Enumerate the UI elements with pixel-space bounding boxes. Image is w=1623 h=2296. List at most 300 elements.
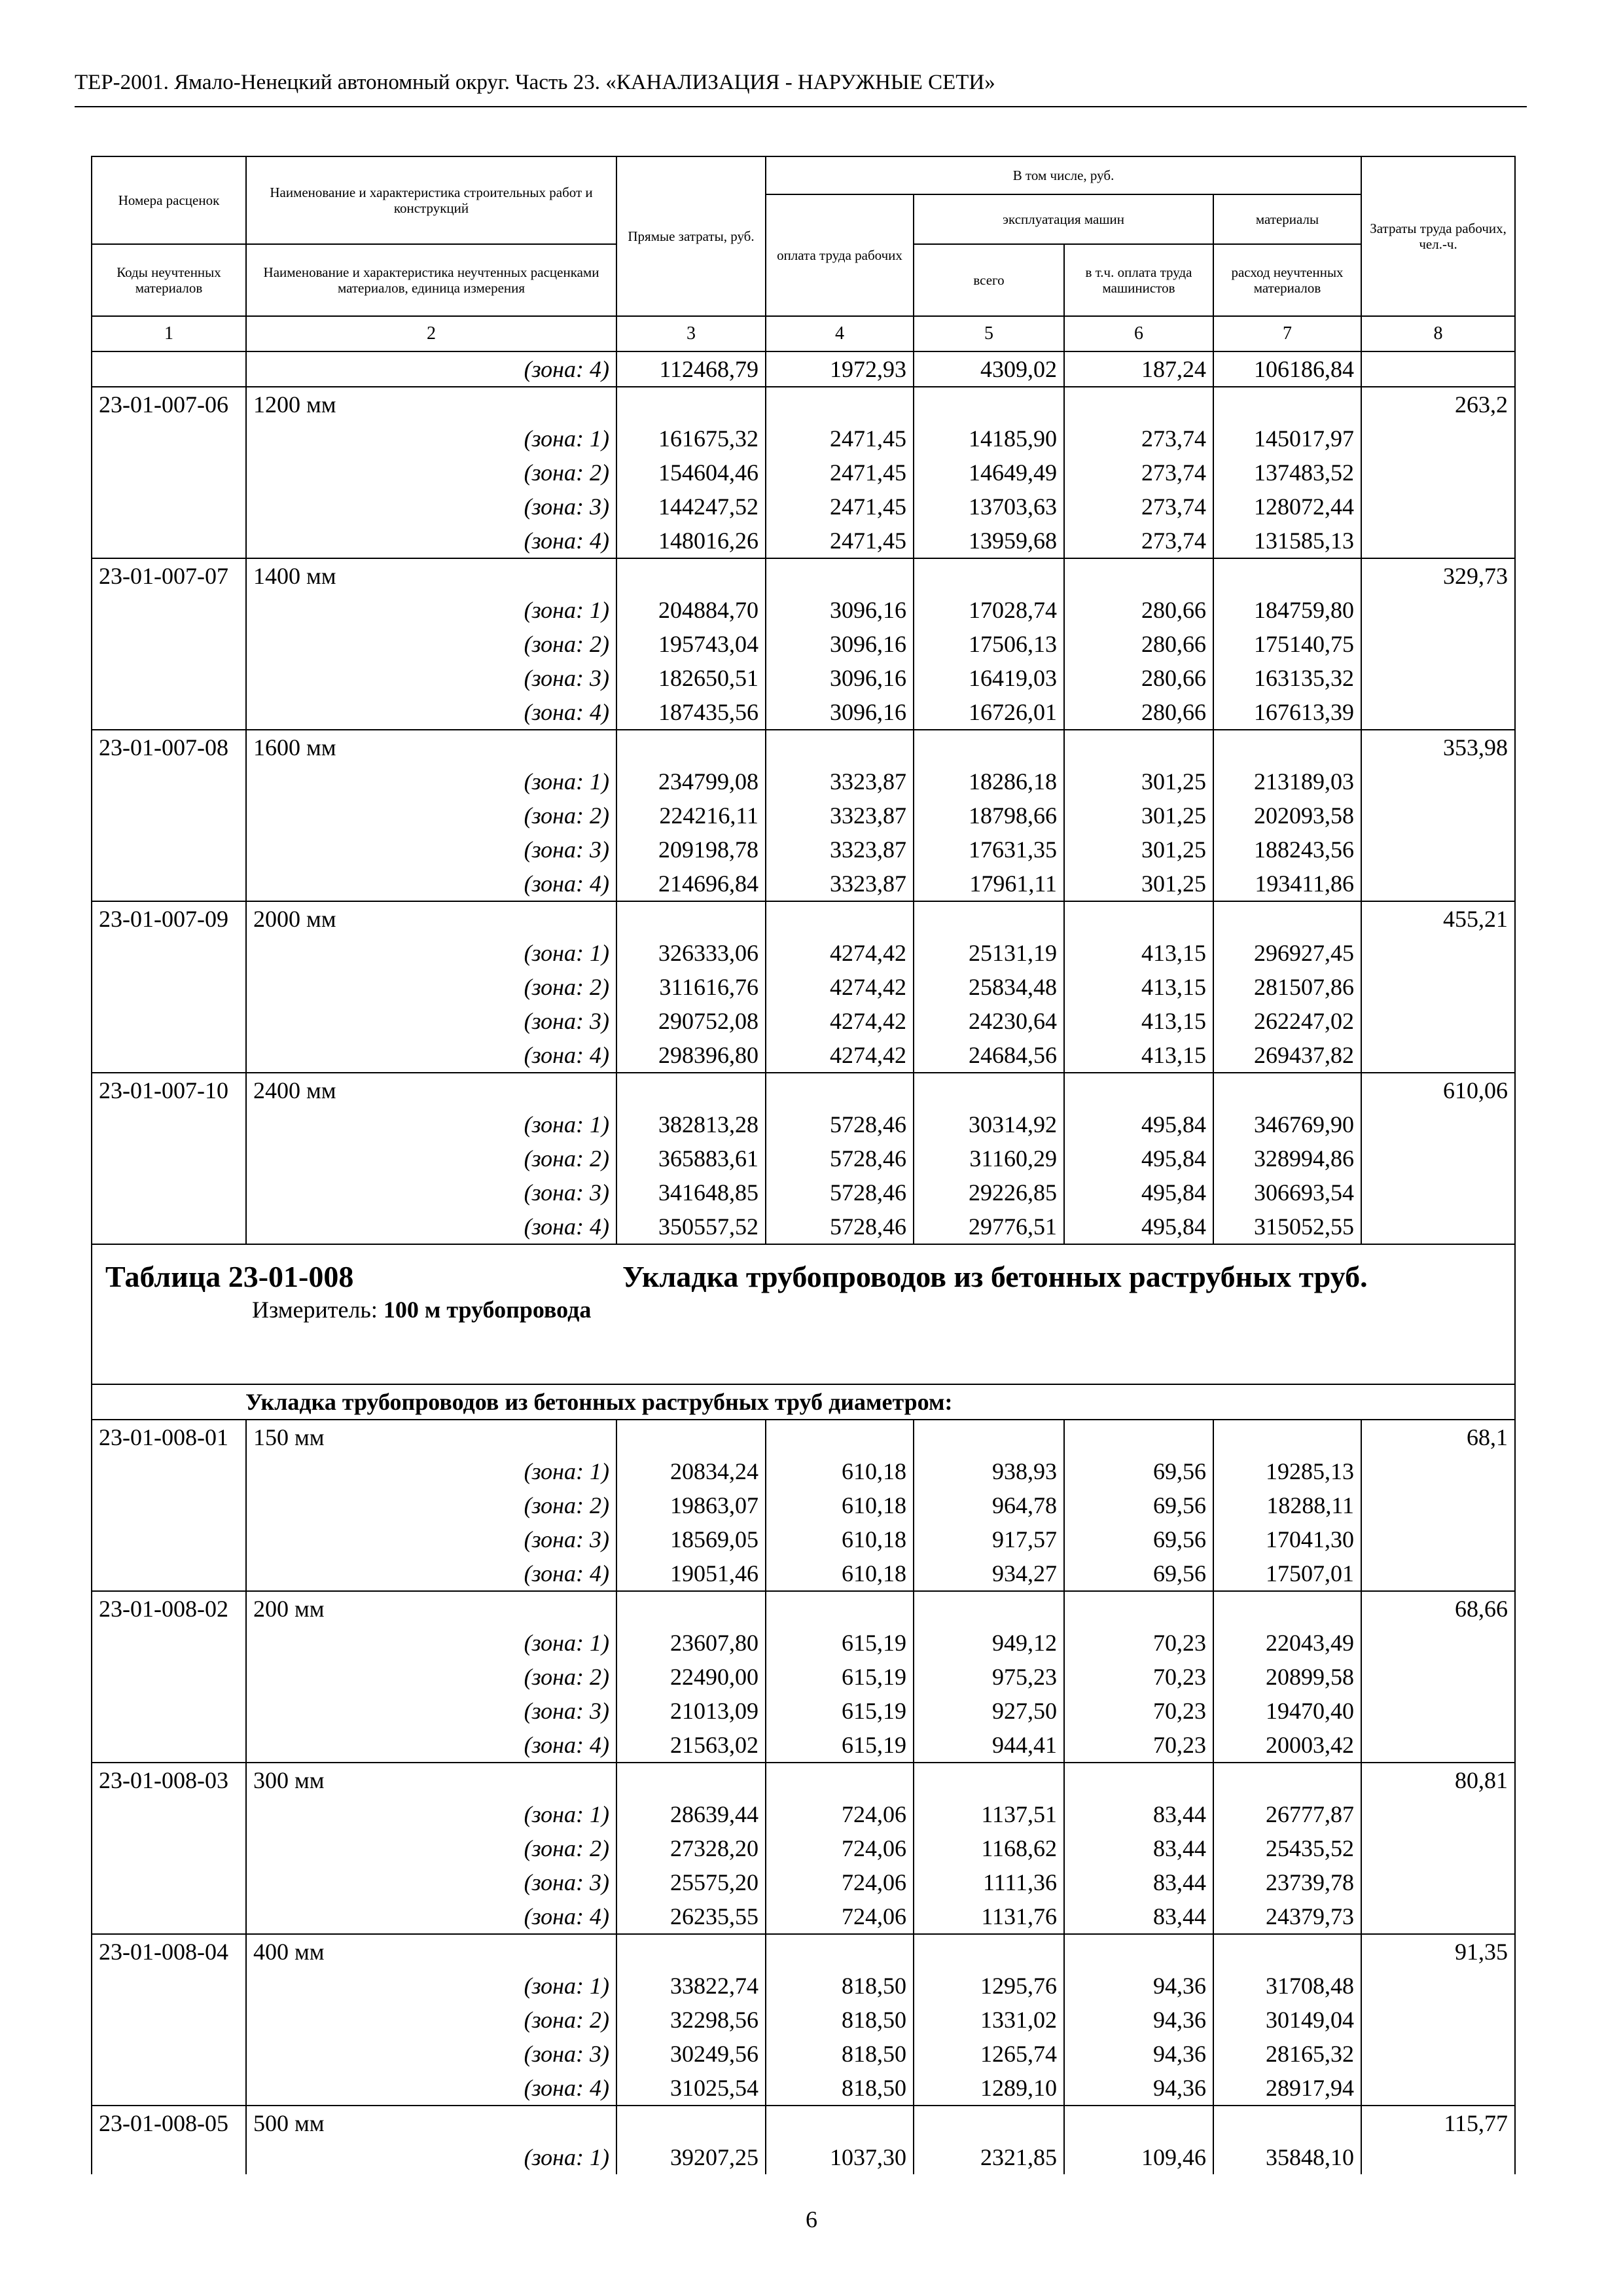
machinist-pay: 83,44 [1064,1865,1213,1899]
rate-code-cell [92,970,246,1004]
labor-pay: 3323,87 [766,833,914,867]
rate-code: 23-01-007-09 [92,901,246,936]
zone-row [92,490,1515,524]
materials-cost: 188243,56 [1213,833,1361,867]
empty-cell [1213,1073,1361,1107]
labor-pay: 3323,87 [766,798,914,833]
zone-label: (зона: 2) [246,1831,616,1865]
direct-cost: 311616,76 [616,970,766,1004]
materials-cost: 31708,48 [1213,1969,1361,2003]
machines-total: 24230,64 [914,1004,1064,1038]
machines-total: 1168,62 [914,1831,1064,1865]
direct-cost: 290752,08 [616,1004,766,1038]
zone-label: (зона: 4) [246,695,616,730]
machinist-pay: 280,66 [1064,627,1213,661]
empty-cell [616,1591,766,1626]
rate-name: 300 мм [246,1763,616,1797]
rate-row [92,1591,1515,1626]
empty-cell [914,387,1064,422]
zone-row [92,1660,1515,1694]
machines-total: 934,27 [914,1556,1064,1591]
zone-label: (зона: 3) [246,1694,616,1728]
rate-code-cell [92,661,246,695]
machinist-pay: 83,44 [1064,1831,1213,1865]
rate-code-cell [92,524,246,558]
direct-cost: 234799,08 [616,764,766,798]
machinist-pay: 94,36 [1064,2003,1213,2037]
zone-row [92,1141,1515,1175]
direct-cost: 148016,26 [616,524,766,558]
rate-name: 150 мм [246,1420,616,1454]
direct-cost: 154604,46 [616,456,766,490]
empty-cell [766,1763,914,1797]
machines-total: 4309,02 [914,351,1064,387]
zone-label: (зона: 4) [246,867,616,901]
materials-cost: 128072,44 [1213,490,1361,524]
labor-pay: 4274,42 [766,1004,914,1038]
labor-pay: 3323,87 [766,764,914,798]
empty-cell [914,1934,1064,1969]
direct-cost: 195743,04 [616,627,766,661]
labor-cost-cell [1361,1797,1515,1831]
rate-code-cell [92,1660,246,1694]
zone-row [92,1797,1515,1831]
rate-code-cell [92,1831,246,1865]
machines-total: 17506,13 [914,627,1064,661]
machines-total: 13703,63 [914,490,1064,524]
rate-code-cell [92,456,246,490]
labor-cost: 263,2 [1361,387,1515,422]
zone-row [92,524,1515,558]
labor-pay: 2471,45 [766,422,914,456]
labor-cost-cell [1361,1969,1515,2003]
col-materials: материалы [1213,194,1361,244]
labor-cost-cell [1361,1660,1515,1694]
direct-cost: 28639,44 [616,1797,766,1831]
machines-total: 938,93 [914,1454,1064,1488]
machines-total: 30314,92 [914,1107,1064,1141]
zone-label: (зона: 3) [246,1865,616,1899]
machines-total: 975,23 [914,1660,1064,1694]
empty-cell [1213,558,1361,593]
rate-row [92,387,1515,422]
materials-cost: 315052,55 [1213,1210,1361,1244]
machines-total: 1289,10 [914,2071,1064,2106]
zone-row [92,1522,1515,1556]
labor-cost-cell [1361,1488,1515,1522]
zone-label: (зона: 4) [246,1210,616,1244]
rate-code-cell [92,798,246,833]
machines-total: 25834,48 [914,970,1064,1004]
zone-row [92,833,1515,867]
zone-row [92,2071,1515,2106]
zone-label: (зона: 1) [246,1969,616,2003]
machines-total: 964,78 [914,1488,1064,1522]
rate-code-cell [92,2140,246,2174]
labor-cost-cell [1361,1141,1515,1175]
column-number: 3 [616,316,766,351]
machines-total: 1295,76 [914,1969,1064,2003]
rate-code-cell [92,1899,246,1934]
machinist-pay: 301,25 [1064,833,1213,867]
empty-cell [766,730,914,764]
zone-label: (зона: 3) [246,833,616,867]
labor-cost-cell [1361,627,1515,661]
labor-pay: 724,06 [766,1797,914,1831]
materials-cost: 20899,58 [1213,1660,1361,1694]
zone-row [92,695,1515,730]
empty-cell [1064,1420,1213,1454]
labor-cost-cell [1361,970,1515,1004]
empty-cell [1064,901,1213,936]
materials-cost: 262247,02 [1213,1004,1361,1038]
direct-cost: 204884,70 [616,593,766,627]
column-number: 1 [92,316,246,351]
labor-pay: 5728,46 [766,1210,914,1244]
zone-label: (зона: 4) [246,1556,616,1591]
labor-cost-cell [1361,1107,1515,1141]
empty-cell [1064,2106,1213,2140]
zone-row [92,970,1515,1004]
empty-cell [1213,1591,1361,1626]
rate-code-cell [92,1626,246,1660]
rate-code: 23-01-008-03 [92,1763,246,1797]
materials-cost: 137483,52 [1213,456,1361,490]
labor-cost-cell [1361,2003,1515,2037]
direct-cost: 19863,07 [616,1488,766,1522]
col-rates-no: Номера расценок [92,156,246,244]
empty-cell [616,901,766,936]
empty-cell [766,558,914,593]
labor-cost-cell [1361,456,1515,490]
header-rule [75,106,1527,107]
rate-code-cell [92,695,246,730]
direct-cost: 25575,20 [616,1865,766,1899]
direct-cost: 20834,24 [616,1454,766,1488]
machines-total: 1111,36 [914,1865,1064,1899]
machinist-pay: 413,15 [1064,1038,1213,1073]
empty-cell [1213,901,1361,936]
rate-row [92,1420,1515,1454]
labor-cost-cell [1361,661,1515,695]
zone-row [92,1865,1515,1899]
materials-cost: 106186,84 [1213,351,1361,387]
zone-label: (зона: 2) [246,1488,616,1522]
rate-name: 1600 мм [246,730,616,764]
zone-row [92,1831,1515,1865]
direct-cost: 32298,56 [616,2003,766,2037]
zone-row [92,764,1515,798]
zone-label: (зона: 4) [246,1038,616,1073]
rate-name: 400 мм [246,1934,616,1969]
labor-cost: 68,66 [1361,1591,1515,1626]
col-machines: эксплуатация машин [914,194,1213,244]
machines-total: 29226,85 [914,1175,1064,1210]
rate-code-cell [92,2071,246,2106]
labor-cost: 68,1 [1361,1420,1515,1454]
direct-cost: 326333,06 [616,936,766,970]
direct-cost: 144247,52 [616,490,766,524]
zone-row [92,627,1515,661]
zone-label: (зона: 4) [246,1728,616,1763]
labor-pay: 724,06 [766,1831,914,1865]
zone-row [92,2037,1515,2071]
materials-cost: 26777,87 [1213,1797,1361,1831]
zone-label: (зона: 4) [246,351,616,387]
labor-cost-cell [1361,524,1515,558]
rate-name: 200 мм [246,1591,616,1626]
labor-cost-cell [1361,1210,1515,1244]
zone-row [92,1175,1515,1210]
zone-label: (зона: 3) [246,2037,616,2071]
machinist-pay: 273,74 [1064,422,1213,456]
empty-cell [914,558,1064,593]
materials-cost: 193411,86 [1213,867,1361,901]
labor-pay: 2471,45 [766,456,914,490]
direct-cost: 30249,56 [616,2037,766,2071]
labor-pay: 724,06 [766,1899,914,1934]
zone-label: (зона: 1) [246,1454,616,1488]
empty-cell [616,1934,766,1969]
direct-cost: 27328,20 [616,1831,766,1865]
zone-label: (зона: 1) [246,2140,616,2174]
labor-pay: 610,18 [766,1454,914,1488]
empty-cell [766,1591,914,1626]
machinist-pay: 273,74 [1064,490,1213,524]
rate-code-cell [92,1141,246,1175]
labor-cost-cell [1361,695,1515,730]
materials-cost: 18288,11 [1213,1488,1361,1522]
labor-pay: 615,19 [766,1694,914,1728]
materials-cost: 25435,52 [1213,1831,1361,1865]
empty-cell [1064,558,1213,593]
zone-row [92,1694,1515,1728]
machines-total: 13959,68 [914,524,1064,558]
labor-pay: 615,19 [766,1660,914,1694]
machinist-pay: 301,25 [1064,764,1213,798]
direct-cost: 298396,80 [616,1038,766,1073]
rate-code-cell [92,351,246,387]
labor-pay: 4274,42 [766,936,914,970]
zone-label: (зона: 1) [246,1797,616,1831]
labor-pay: 615,19 [766,1626,914,1660]
direct-cost: 19051,46 [616,1556,766,1591]
col-mat-use: расход неучтенных материалов [1213,244,1361,316]
zone-row [92,867,1515,901]
materials-cost: 175140,75 [1213,627,1361,661]
machinist-pay: 301,25 [1064,798,1213,833]
labor-cost-cell [1361,1004,1515,1038]
materials-cost: 20003,42 [1213,1728,1361,1763]
direct-cost: 161675,32 [616,422,766,456]
machinist-pay: 301,25 [1064,867,1213,901]
zone-label: (зона: 4) [246,1899,616,1934]
materials-cost: 35848,10 [1213,2140,1361,2174]
machinist-pay: 94,36 [1064,2037,1213,2071]
materials-cost: 28917,94 [1213,2071,1361,2106]
machines-total: 17028,74 [914,593,1064,627]
materials-cost: 131585,13 [1213,524,1361,558]
page-number: 6 [806,2206,817,2233]
materials-cost: 306693,54 [1213,1175,1361,1210]
labor-pay: 610,18 [766,1556,914,1591]
zone-row [92,1899,1515,1934]
machinist-pay: 69,56 [1064,1556,1213,1591]
materials-cost: 17041,30 [1213,1522,1361,1556]
empty-cell [1064,730,1213,764]
labor-cost-cell [1361,798,1515,833]
empty-cell [616,2106,766,2140]
machinist-pay: 495,84 [1064,1141,1213,1175]
labor-pay: 4274,42 [766,970,914,1004]
machines-total: 14649,49 [914,456,1064,490]
rate-code-cell [92,936,246,970]
col-mat-name: Наименование и характеристика неучтенных расценками материалов, единица измерения [246,244,616,316]
materials-cost: 163135,32 [1213,661,1361,695]
labor-pay: 818,50 [766,2037,914,2071]
zone-row [92,1038,1515,1073]
col-codes: Коды неучтенных материалов [92,244,246,316]
empty-cell [766,2106,914,2140]
labor-cost-cell [1361,1865,1515,1899]
labor-cost-cell [1361,2071,1515,2106]
machines-total: 949,12 [914,1626,1064,1660]
labor-cost: 80,81 [1361,1763,1515,1797]
zone-label: (зона: 3) [246,1175,616,1210]
direct-cost: 182650,51 [616,661,766,695]
machinist-pay: 69,56 [1064,1522,1213,1556]
direct-cost: 26235,55 [616,1899,766,1934]
rate-code: 23-01-008-05 [92,2106,246,2140]
direct-cost: 33822,74 [616,1969,766,2003]
materials-cost: 19285,13 [1213,1454,1361,1488]
rate-code: 23-01-007-07 [92,558,246,593]
materials-cost: 28165,32 [1213,2037,1361,2071]
machines-total: 17631,35 [914,833,1064,867]
rate-code-cell [92,1556,246,1591]
labor-cost: 610,06 [1361,1073,1515,1107]
materials-cost: 17507,01 [1213,1556,1361,1591]
materials-cost: 184759,80 [1213,593,1361,627]
empty-cell [914,1420,1064,1454]
labor-cost-cell [1361,764,1515,798]
machinist-pay: 413,15 [1064,1004,1213,1038]
rate-name: 2000 мм [246,901,616,936]
direct-cost: 22490,00 [616,1660,766,1694]
rate-row [92,2106,1515,2140]
rate-code-cell [92,593,246,627]
machinist-pay: 273,74 [1064,524,1213,558]
zone-label: (зона: 2) [246,2003,616,2037]
labor-pay: 3096,16 [766,695,914,730]
rate-code-cell [92,1865,246,1899]
empty-cell [1213,1420,1361,1454]
zone-label: (зона: 3) [246,1522,616,1556]
labor-pay: 610,18 [766,1488,914,1522]
rate-code: 23-01-008-01 [92,1420,246,1454]
zone-row [92,1004,1515,1038]
machinist-pay: 69,56 [1064,1454,1213,1488]
labor-cost-cell [1361,1899,1515,1934]
machinist-pay: 70,23 [1064,1728,1213,1763]
empty-cell [914,901,1064,936]
zone-row [92,1626,1515,1660]
empty-cell [1213,1763,1361,1797]
labor-cost-cell [1361,1522,1515,1556]
labor-cost-cell [1361,351,1515,387]
rate-row [92,730,1515,764]
rate-code-cell [92,1488,246,1522]
table-subtitle: Укладка трубопроводов из бетонных раструбных труб диаметром: [92,1384,1515,1420]
zone-label: (зона: 1) [246,422,616,456]
rate-code-cell [92,1454,246,1488]
rate-name: 1400 мм [246,558,616,593]
machines-total: 17961,11 [914,867,1064,901]
rate-row [92,1934,1515,1969]
empty-cell [1064,1591,1213,1626]
empty-cell [766,1073,914,1107]
materials-cost: 213189,03 [1213,764,1361,798]
labor-cost-cell [1361,1694,1515,1728]
labor-cost-cell [1361,1556,1515,1591]
direct-cost: 21563,02 [616,1728,766,1763]
rate-code-cell [92,1210,246,1244]
rate-row [92,558,1515,593]
table-23-01-008-heading [92,1244,1515,1384]
labor-pay: 3096,16 [766,627,914,661]
labor-cost-cell [1361,1626,1515,1660]
zone-label: (зона: 3) [246,661,616,695]
zone-label: (зона: 2) [246,456,616,490]
rate-code: 23-01-008-04 [92,1934,246,1969]
rate-code: 23-01-007-08 [92,730,246,764]
machines-total: 1265,74 [914,2037,1064,2071]
labor-cost-cell [1361,422,1515,456]
labor-cost: 353,98 [1361,730,1515,764]
empty-cell [1213,2106,1361,2140]
machinist-pay: 94,36 [1064,1969,1213,2003]
labor-pay: 1037,30 [766,2140,914,2174]
column-number: 6 [1064,316,1213,351]
zone-row [92,351,1515,387]
zone-label: (зона: 1) [246,936,616,970]
zone-row [92,1728,1515,1763]
column-number: 7 [1213,316,1361,351]
machines-total: 31160,29 [914,1141,1064,1175]
labor-pay: 1972,93 [766,351,914,387]
materials-cost: 167613,39 [1213,695,1361,730]
zone-label: (зона: 4) [246,2071,616,2106]
labor-cost-cell [1361,936,1515,970]
zone-label: (зона: 2) [246,1141,616,1175]
rate-row [92,1073,1515,1107]
direct-cost: 31025,54 [616,2071,766,2106]
empty-cell [616,1420,766,1454]
empty-cell [766,1934,914,1969]
empty-cell [914,730,1064,764]
zone-row [92,1488,1515,1522]
zone-label: (зона: 3) [246,490,616,524]
empty-cell [914,2106,1064,2140]
machines-total: 29776,51 [914,1210,1064,1244]
column-number: 8 [1361,316,1515,351]
machinist-pay: 495,84 [1064,1175,1213,1210]
table-title: Таблица 23-01-008 [105,1260,354,1293]
zone-row [92,1454,1515,1488]
empty-cell [766,387,914,422]
empty-cell [616,387,766,422]
direct-cost: 21013,09 [616,1694,766,1728]
